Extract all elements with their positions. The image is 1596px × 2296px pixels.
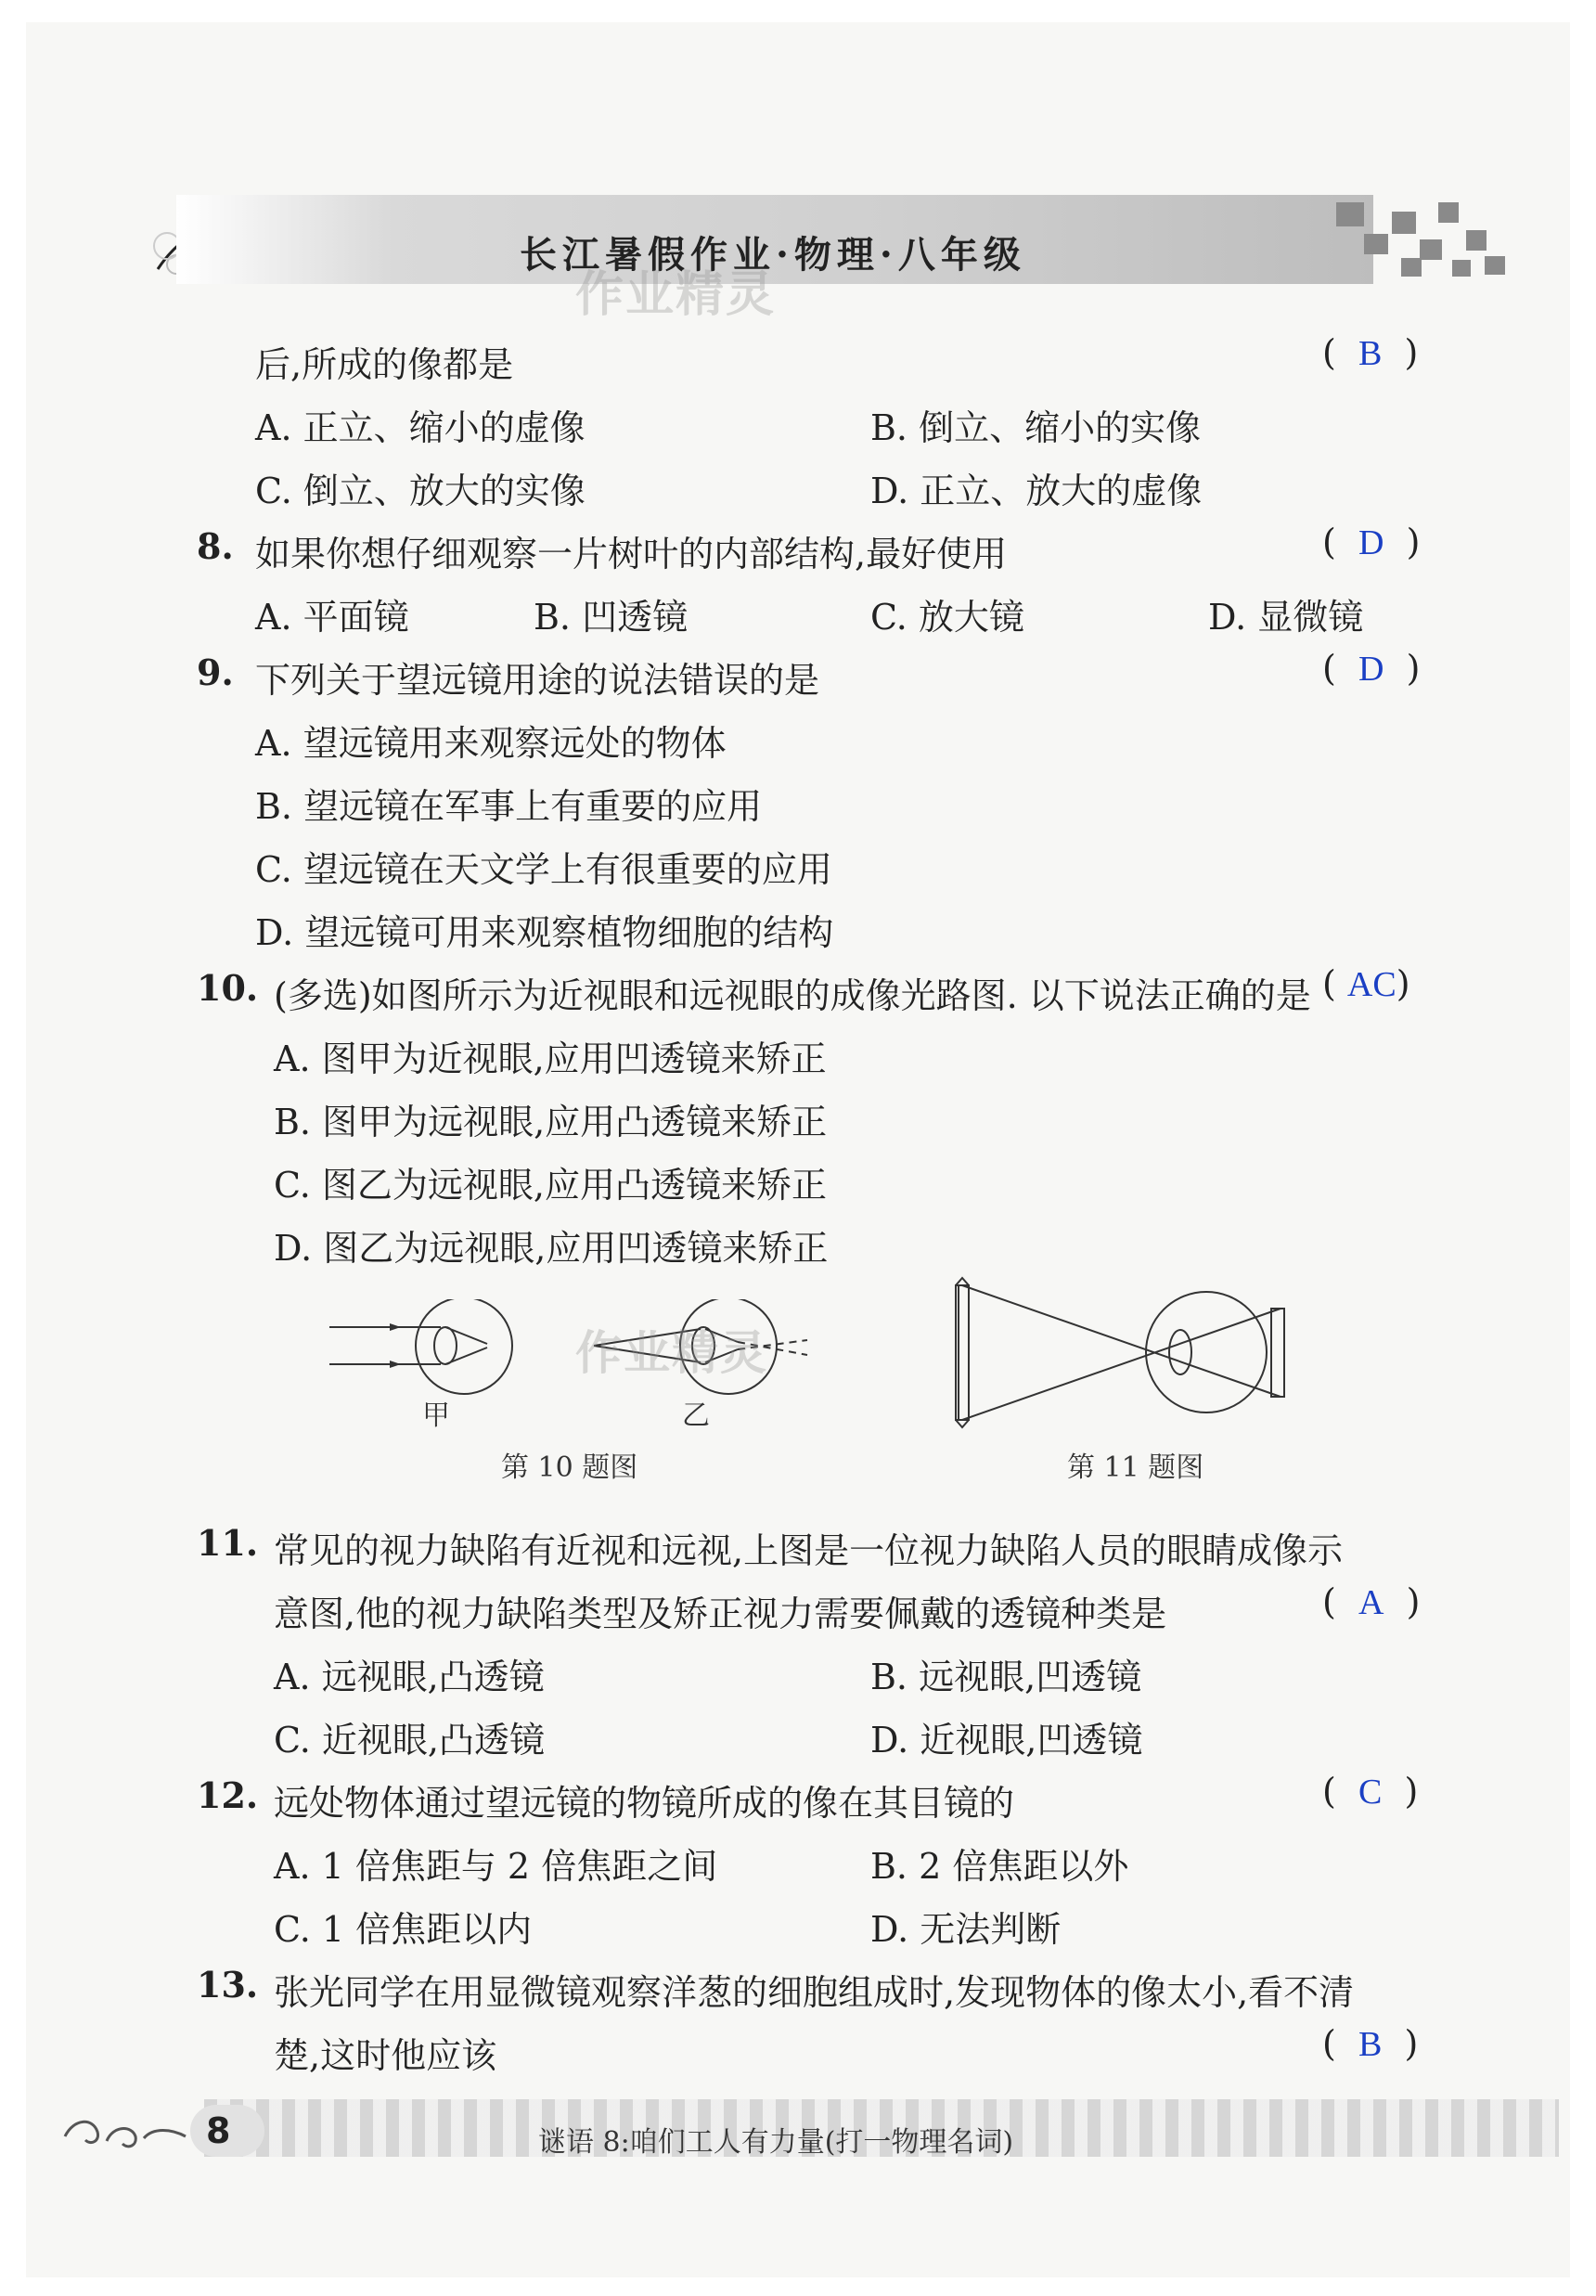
q11-stem-line2: 意图,他的视力缺陷类型及矫正视力需要佩戴的透镜种类是 xyxy=(274,1593,1167,1634)
q10-option-a: A. 图甲为近视眼,应用凹透镜来矫正 xyxy=(274,1038,827,1079)
q8-option-b: B. 凹透镜 xyxy=(534,597,689,638)
q11-answer: ( A ) xyxy=(1322,1581,1421,1622)
q9-answer: ( D ) xyxy=(1322,648,1421,689)
q7-option-d: D. 正立、放大的虚像 xyxy=(870,471,1203,511)
q8-option-c: C. 放大镜 xyxy=(870,597,1024,638)
q9-option-c: C. 望远镜在天文学上有很重要的应用 xyxy=(255,849,832,890)
q8-number: 8. xyxy=(197,525,234,567)
q9-option-d: D. 望远镜可用来观察植物细胞的结构 xyxy=(255,912,834,953)
watermark-figure: 作业精灵 xyxy=(575,1326,768,1380)
figure-11-caption: 第 11 题图 xyxy=(1067,1451,1204,1484)
figure-10-caption: 第 10 题图 xyxy=(501,1451,638,1484)
watermark: 作业精灵 xyxy=(575,267,777,323)
q8-stem: 如果你想仔细观察一片树叶的内部结构,最好使用 xyxy=(255,534,1008,574)
q11-number: 11. xyxy=(197,1522,259,1564)
q10-stem: (多选)如图所示为近视眼和远视眼的成像光路图. 以下说法正确的是 xyxy=(274,975,1311,1016)
q11-option-a: A. 远视眼,凸透镜 xyxy=(274,1657,545,1697)
q10-answer: ( AC) xyxy=(1322,963,1410,1004)
q10-option-b: B. 图甲为远视眼,应用凸透镜来矫正 xyxy=(274,1102,828,1142)
q12-option-b: B. 2 倍焦距以外 xyxy=(870,1846,1129,1887)
footer-swirl-icon xyxy=(56,2099,204,2164)
q8-option-d: D. 显微镜 xyxy=(1208,597,1364,638)
q8-answer: ( D ) xyxy=(1322,522,1421,562)
figure-10-label-left: 甲 xyxy=(422,1400,450,1432)
q12-stem: 远处物体通过望远镜的物镜所成的像在其目镜的 xyxy=(274,1783,1015,1824)
figure-11-diagram xyxy=(946,1276,1318,1434)
q7-option-a: A. 正立、缩小的虚像 xyxy=(255,407,586,448)
q11-option-b: B. 远视眼,凹透镜 xyxy=(870,1657,1142,1697)
q7-stem-tail: 后,所成的像都是 xyxy=(255,344,514,385)
q7-answer: ( B ) xyxy=(1322,332,1419,373)
page-number: 8 xyxy=(206,2110,231,2151)
figure-10-label-right: 乙 xyxy=(682,1400,710,1432)
q12-option-d: D. 无法判断 xyxy=(870,1909,1062,1950)
q12-option-a: A. 1 倍焦距与 2 倍焦距之间 xyxy=(274,1846,718,1887)
q9-option-a: A. 望远镜用来观察远处的物体 xyxy=(255,723,727,764)
q13-number: 13. xyxy=(197,1964,259,2006)
q11-option-c: C. 近视眼,凸透镜 xyxy=(274,1720,545,1761)
q13-stem-line1: 张光同学在用显微镜观察洋葱的细胞组成时,发现物体的像太小,看不清 xyxy=(274,1972,1355,2013)
q11-stem-line1: 常见的视力缺陷有近视和远视,上图是一位视力缺陷人员的眼睛成像示 xyxy=(274,1530,1344,1571)
header-title: 长江暑假作业·物理·八年级 xyxy=(520,233,1026,277)
q10-number: 10. xyxy=(197,967,259,1009)
q12-option-c: C. 1 倍焦距以内 xyxy=(274,1909,533,1950)
footer-riddle: 谜语 8:咱们工人有力量(打一物理名词) xyxy=(538,2126,1014,2159)
q10-option-c: C. 图乙为远视眼,应用凸透镜来矫正 xyxy=(274,1165,827,1206)
q8-option-a: A. 平面镜 xyxy=(255,597,409,638)
q13-stem-line2: 楚,这时他应该 xyxy=(274,2035,497,2076)
q11-option-d: D. 近视眼,凹透镜 xyxy=(870,1720,1143,1761)
q13-answer: ( B ) xyxy=(1322,2023,1419,2064)
q9-stem: 下列关于望远镜用途的说法错误的是 xyxy=(255,660,820,701)
q9-option-b: B. 望远镜在军事上有重要的应用 xyxy=(255,786,763,827)
q10-option-d: D. 图乙为远视眼,应用凹透镜来矫正 xyxy=(274,1228,829,1269)
q7-option-c: C. 倒立、放大的实像 xyxy=(255,471,586,511)
q12-answer: ( C ) xyxy=(1322,1771,1419,1812)
q9-number: 9. xyxy=(197,651,234,693)
q12-number: 12. xyxy=(197,1774,259,1816)
q7-option-b: B. 倒立、缩小的实像 xyxy=(870,407,1202,448)
